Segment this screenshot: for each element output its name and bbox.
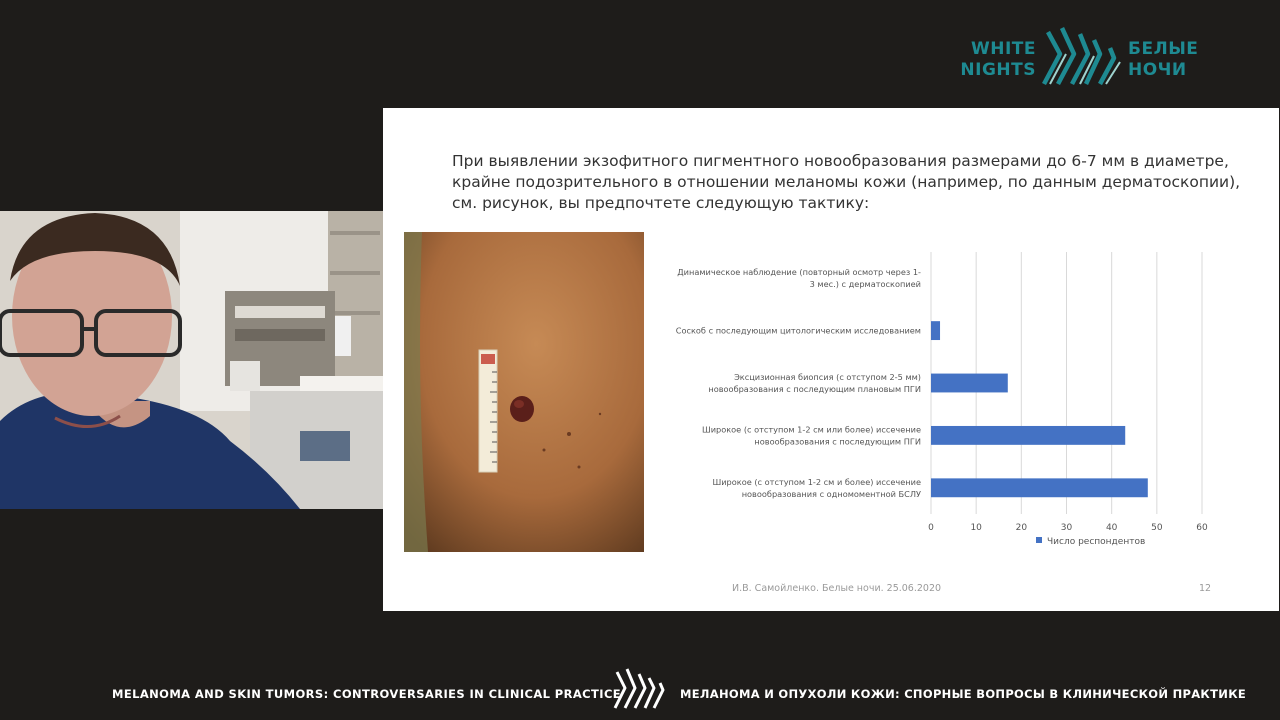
white-nights-logo [958,24,1203,90]
x-tick-label: 40 [1105,523,1118,533]
speaker-webcam [0,211,383,509]
conference-banner [0,664,1280,720]
skin-lesion-image [404,232,644,552]
logo-ru-line1: БЕЛЫЕ [1128,39,1199,59]
white-nights-logo-icon [1040,24,1126,88]
responses-bar-chart [646,244,1246,564]
slide-page-number: 12 [1199,583,1212,594]
x-tick-label: 10 [970,523,982,533]
x-tick-label: 60 [1196,523,1208,533]
bar-chart-canvas [646,244,1246,564]
category-label: Динамическое наблюдение (повторный осмотр через 1- [677,267,921,278]
logo-en-line1: WHITE [970,39,1036,59]
banner-title-ru: МЕЛАНОМА И ОПУХОЛИ КОЖИ: СПОРНЫЕ ВОПРОСЫ В КЛИНИЧЕСКОЙ ПРАКТИКЕ [680,687,1247,701]
logo-en-line2: NIGHTS [960,60,1036,80]
category-label: Соскоб с последующим цитологическим исследованием [675,325,921,336]
category-label: новообразования с последующим плановым ПГИ [708,384,921,394]
bar [931,321,940,340]
lesion-photo [404,232,644,552]
legend-label: Число респондентов [1047,537,1146,547]
x-tick-label: 50 [1151,523,1163,533]
bar [931,478,1148,497]
white-nights-logo-icon [612,666,668,710]
bar [931,374,1008,393]
category-label: Широкое (с отступом 1-2 см и более) иссечение [712,476,921,487]
x-tick-label: 30 [1060,523,1073,533]
category-label: Широкое (с отступом 1-2 см или более) иссечение [701,424,921,435]
speaker-video-frame [0,211,383,509]
banner-title-en: MELANOMA AND SKIN TUMORS: CONTROVERSARIES IN CLINICAL PRACTICE [112,687,622,701]
category-label: новообразования с одномоментной БСЛУ [741,488,921,499]
presentation-slide [383,108,1279,611]
logo-ru-line2: НОЧИ [1128,60,1187,80]
bar [931,426,1125,445]
slide-footer-author: И.В. Самойленко. Белые ночи. 25.06.2020 [732,583,942,594]
slide-question: При выявлении экзофитного пигментного новообразования размерами до 6-7 мм в диаметре, крайне подозрительного в отношении меланомы кожи (например, по данным дерматоскопии), см. рисунок, вы предпочтете следующую тактику: [452,152,1241,212]
category-label: 3 мес.) с дерматоскопией [809,279,921,290]
x-tick-label: 0 [928,523,934,533]
logo-text-en [960,39,1036,81]
category-label: Эксцизионная биопсия (с отступом 2-5 мм) [734,372,921,382]
category-label: новообразования с последующим ПГИ [754,436,921,447]
x-tick-label: 20 [1015,523,1028,533]
logo-text-ru [1128,39,1208,81]
legend-swatch [1036,537,1042,543]
